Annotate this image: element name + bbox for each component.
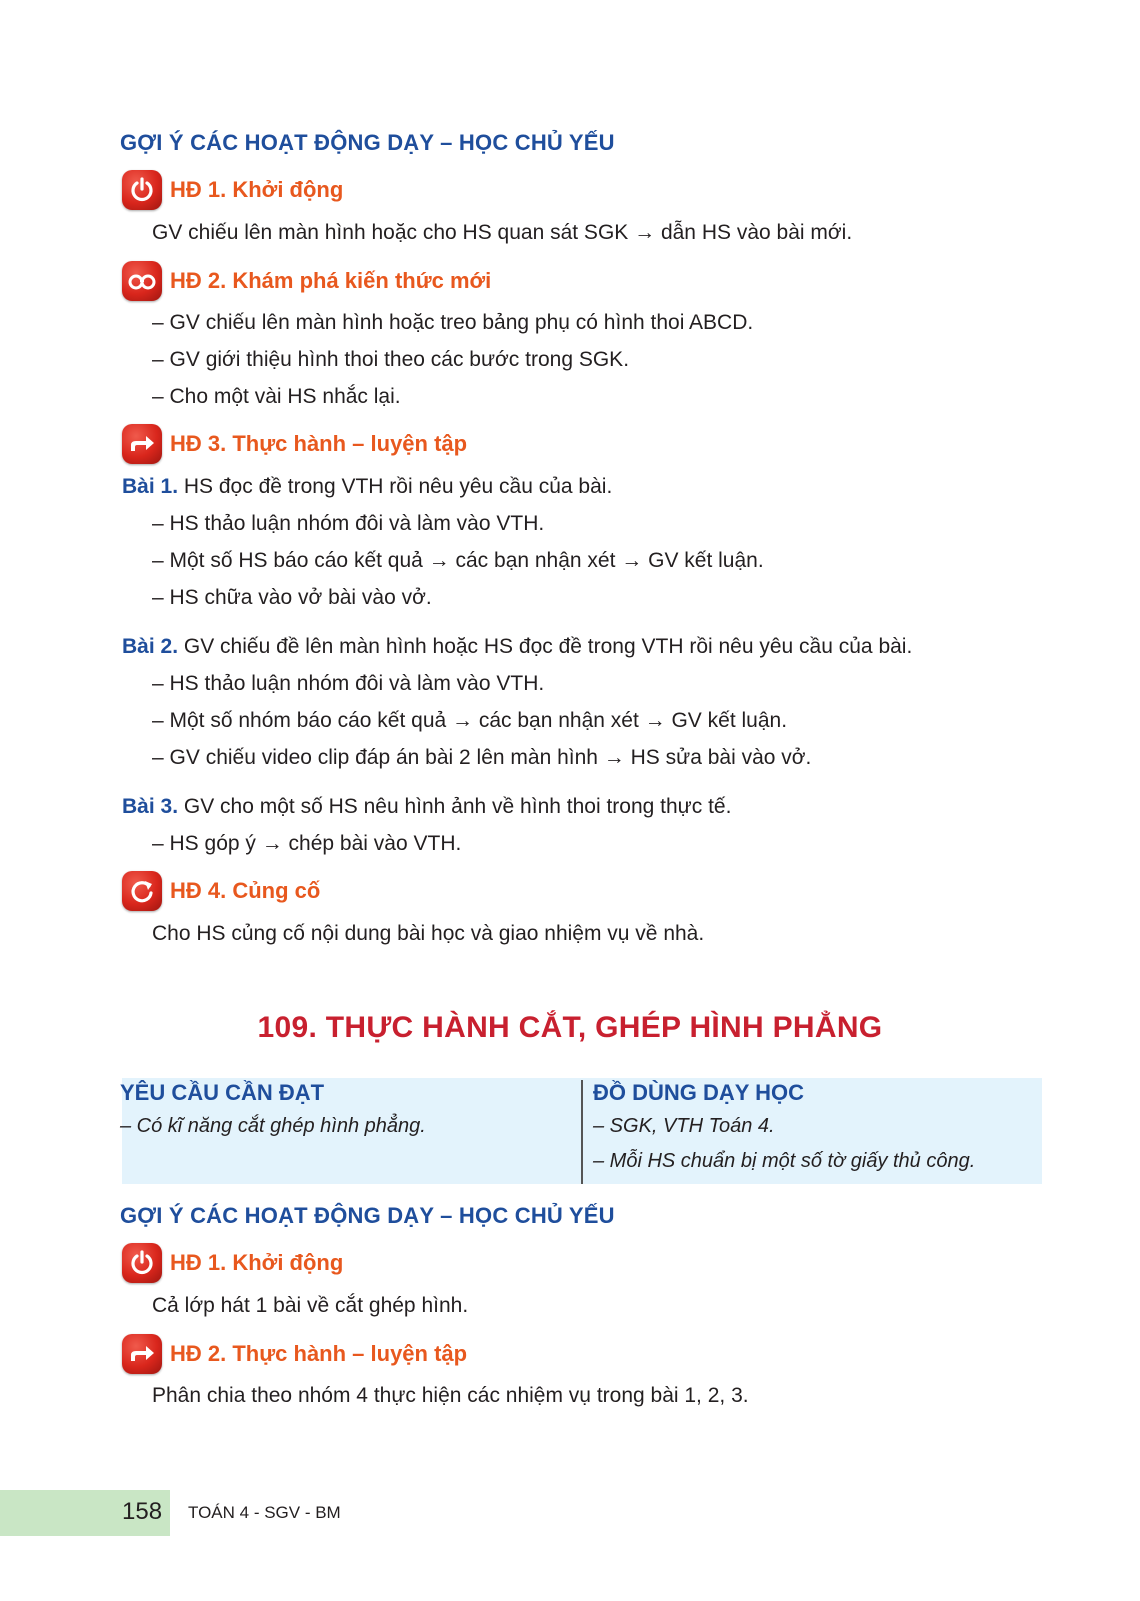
requirements-heading: YÊU CẦU CẦN ĐẠT	[120, 1080, 325, 1105]
requirement-item: – Có kĩ năng cắt ghép hình phẳng.	[120, 1115, 426, 1137]
list-item: – Cho một vài HS nhắc lại.	[152, 385, 401, 408]
page-number: 158	[122, 1498, 163, 1525]
activity-title: HĐ 2. Khám phá kiến thức mới	[170, 268, 492, 293]
activity-title: HĐ 1. Khởi động	[170, 1250, 344, 1275]
list-item: – Một số nhóm báo cáo kết quả → các bạn nhận xét → GV kết luận.	[152, 709, 788, 732]
list-item: – GV giới thiệu hình thoi theo các bước trong SGK.	[152, 348, 630, 371]
list-item: – Một số HS báo cáo kết quả → các bạn nhận xét → GV kết luận.	[152, 549, 764, 572]
activity-title: HĐ 3. Thực hành – luyện tập	[170, 431, 468, 456]
activity-title: HĐ 4. Củng cố	[170, 878, 321, 903]
list-item: – HS thảo luận nhóm đôi và làm vào VTH.	[152, 512, 545, 535]
list-item: – HS góp ý → chép bài vào VTH.	[152, 832, 462, 855]
activity-1-header	[122, 170, 343, 210]
activity-text: Cả lớp hát 1 bài về cắt ghép hình.	[152, 1294, 469, 1317]
list-item: – GV chiếu video clip đáp án bài 2 lên màn hình → HS sửa bài vào vở.	[152, 746, 812, 769]
materials-heading: ĐỒ DÙNG DẠY HỌC	[593, 1080, 805, 1105]
activity-title: HĐ 1. Khởi động	[170, 177, 344, 202]
binoculars-icon	[122, 261, 162, 301]
refresh-icon	[122, 871, 162, 911]
book-label: TOÁN 4 - SGV - BM	[188, 1503, 341, 1522]
power-icon	[122, 170, 162, 210]
section-heading: GỢI Ý CÁC HOẠT ĐỘNG DẠY – HỌC CHỦ YẾU	[120, 1203, 615, 1228]
section-heading: GỢI Ý CÁC HOẠT ĐỘNG DẠY – HỌC CHỦ YẾU	[120, 130, 615, 155]
list-item: – GV chiếu lên màn hình hoặc treo bảng phụ có hình thoi ABCD.	[152, 311, 754, 334]
power-icon	[122, 1243, 162, 1283]
box-divider	[581, 1080, 583, 1184]
activity-2-header	[122, 261, 491, 301]
activity-1-header	[122, 1243, 343, 1283]
exercise-text: GV cho một số HS nêu hình ảnh về hình thoi trong thực tế.	[178, 795, 732, 818]
activity-4-header	[122, 871, 320, 911]
activity-title: HĐ 2. Thực hành – luyện tập	[170, 1341, 468, 1366]
list-item: – HS chữa vào vở bài vào vở.	[152, 586, 432, 609]
practice-arrow-icon	[122, 1334, 162, 1374]
exercise-label: Bài 3.	[122, 795, 179, 818]
material-item: – SGK, VTH Toán 4.	[593, 1115, 775, 1137]
exercise-label: Bài 2.	[122, 635, 179, 658]
exercise-2	[122, 634, 912, 660]
exercise-1	[122, 474, 612, 500]
activity-text: GV chiếu lên màn hình hoặc cho HS quan sát SGK → dẫn HS vào bài mới.	[152, 221, 853, 244]
activity-2-header	[122, 1334, 467, 1374]
activity-3-header	[122, 424, 467, 464]
exercise-label: Bài 1.	[122, 475, 179, 498]
material-item: – Mỗi HS chuẩn bị một số tờ giấy thủ công.	[593, 1150, 976, 1172]
practice-arrow-icon	[122, 424, 162, 464]
exercise-3	[122, 794, 731, 820]
exercise-text: GV chiếu đề lên màn hình hoặc HS đọc đề trong VTH rồi nêu yêu cầu của bài.	[178, 635, 913, 658]
lesson-title: 109. THỰC HÀNH CẮT, GHÉP HÌNH PHẲNG	[257, 1011, 883, 1044]
exercise-text: HS đọc đề trong VTH rồi nêu yêu cầu của bài.	[178, 475, 613, 498]
activity-text: Phân chia theo nhóm 4 thực hiện các nhiệm vụ trong bài 1, 2, 3.	[152, 1384, 749, 1407]
list-item: – HS thảo luận nhóm đôi và làm vào VTH.	[152, 672, 545, 695]
activity-text: Cho HS củng cố nội dung bài học và giao nhiệm vụ về nhà.	[152, 922, 705, 945]
